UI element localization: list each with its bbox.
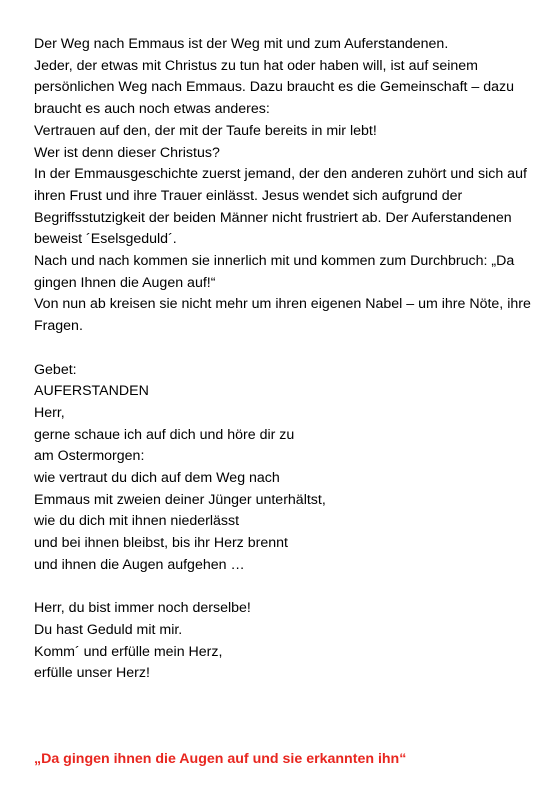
text-line: In der Emmausgeschichte zuerst jemand, der den anderen zuhört und sich auf xyxy=(34,166,527,183)
text-line: Begriffsstutzigkeit der beiden Männer nicht frustriert ab. Der Auferstandenen xyxy=(34,209,512,226)
document-page xyxy=(34,34,534,771)
spacer xyxy=(34,338,534,360)
prayer-label: Gebet: xyxy=(34,361,77,378)
prayer-line: Herr, du bist immer noch derselbe! xyxy=(34,600,251,617)
text-line: Jeder, der etwas mit Christus zu tun hat oder haben will, ist auf seinem xyxy=(34,57,478,74)
prayer-line: gerne schaue ich auf dich und höre dir zu xyxy=(34,426,295,443)
prayer-line: und ihnen die Augen aufgehen … xyxy=(34,556,245,573)
prayer-line: Herr, xyxy=(34,404,65,421)
prayer-line: Komm´ und erfülle mein Herz, xyxy=(34,643,223,660)
text-line: persönlichen Weg nach Emmaus. Dazu braucht es die Gemeinschaft – dazu xyxy=(34,79,515,96)
prayer-line: am Ostermorgen: xyxy=(34,448,145,465)
prayer-line: erfülle unser Herz! xyxy=(34,665,150,682)
spacer xyxy=(34,685,534,749)
text-line: ihren Frust und ihre Trauer einlässt. Jesus wendet sich aufgrund der xyxy=(34,187,463,204)
text-line: braucht es auch noch etwas anderes: xyxy=(34,101,270,118)
text-line: gingen Ihnen die Augen auf!“ xyxy=(34,274,216,291)
text-line: Von nun ab kreisen sie nicht mehr um ihren eigenen Nabel – um ihre Nöte, ihre xyxy=(34,296,531,313)
closing-quote: „Da gingen ihnen die Augen auf und sie erkannten ihn“ xyxy=(34,751,407,768)
text-line: Vertrauen auf den, der mit der Taufe bereits in mir lebt! xyxy=(34,122,377,139)
intro-paragraph xyxy=(34,34,534,338)
prayer-line: wie vertraut du dich auf dem Weg nach xyxy=(34,470,280,487)
prayer-stanza xyxy=(34,403,534,577)
prayer-line: wie du dich mit ihnen niederlässt xyxy=(34,513,240,530)
text-line: Wer ist denn dieser Christus? xyxy=(34,144,220,161)
prayer-section xyxy=(34,360,534,686)
text-line: Nach und nach kommen sie innerlich mit und kommen zum Durchbruch: „Da xyxy=(34,253,515,270)
spacer xyxy=(34,577,534,599)
prayer-title: AUFERSTANDEN xyxy=(34,383,149,400)
text-line: Der Weg nach Emmaus ist der Weg mit und zum Auferstandenen. xyxy=(34,36,449,52)
text-line: Fragen. xyxy=(34,318,83,335)
text-line: beweist ´Eselsgeduld´. xyxy=(34,231,177,248)
prayer-line: und bei ihnen bleibst, bis ihr Herz brennt xyxy=(34,535,288,552)
prayer-line: Du hast Geduld mit mir. xyxy=(34,621,183,638)
prayer-stanza xyxy=(34,598,534,685)
prayer-line: Emmaus mit zweien deiner Jünger unterhältst, xyxy=(34,491,326,508)
